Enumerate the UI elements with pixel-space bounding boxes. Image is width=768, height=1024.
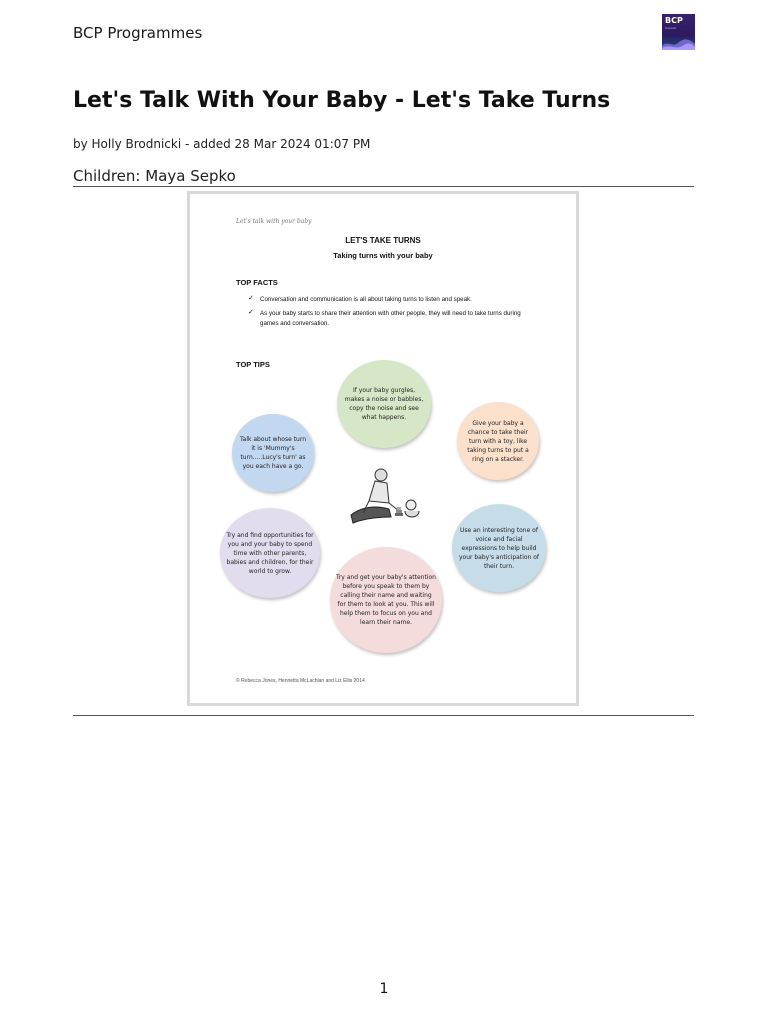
tip-bubble-copy-noise (337, 360, 431, 448)
tip-text: Give your baby a chance to take their turn with a toy, like taking turns to put a ring on a stacker. (467, 419, 529, 463)
tip-bubble-get-attention (330, 547, 442, 653)
divider-bottom (73, 715, 694, 716)
checkmark-icon: ✓ (248, 295, 254, 302)
bcp-logo (662, 14, 695, 50)
tip-bubble-toy-turns (457, 402, 539, 480)
tip-bubble-tone-of-voice (452, 504, 546, 592)
fact-item (246, 309, 536, 329)
parent-and-baby-illustration (345, 467, 425, 535)
facts-list (246, 295, 536, 333)
org-name: BCP Programmes (73, 24, 203, 42)
tip-text: Talk about whose turn it is 'Mummy's turn.....Lucy's turn' as you each have a go. (239, 436, 307, 470)
tip-bubble-whose-turn (232, 414, 314, 492)
doc-copyright: © Rebecca Jones, Henrietta McLachlan and Liz Ellis 2014 (236, 678, 365, 684)
doc-running-header: Let's talk with your baby (236, 218, 312, 225)
logo-wave-graphic (662, 36, 695, 50)
tip-text: Try and get your baby's attention before you speak to them by calling their name and waiting for them to look at you. This will help them to focus on you and learn their name. (336, 574, 436, 626)
divider-top (73, 186, 694, 187)
logo-text: BCP (665, 16, 683, 25)
tip-text: Use an interesting tone of voice and facial expressions to help build your baby's anticipation of their turn. (458, 526, 540, 570)
doc-title: LET'S TAKE TURNS (345, 236, 421, 245)
page-number: 1 (379, 981, 389, 997)
tip-bubble-opportunities (220, 508, 320, 598)
attached-document-image[interactable] (187, 191, 579, 706)
children-label: Children: Maya Sepko (73, 167, 236, 185)
post-title: Let's Talk With Your Baby - Let's Take Turns (73, 88, 611, 113)
checkmark-icon: ✓ (248, 309, 254, 316)
tip-text: If your baby gurgles, makes a noise or babbles, copy the noise and see what happens. (344, 387, 424, 421)
fact-item (246, 295, 536, 305)
doc-subtitle: Taking turns with your baby (333, 251, 433, 260)
fact-text: As your baby starts to share their attention with other people, they will need to take turns during games and conversation. (260, 310, 521, 327)
top-facts-heading: TOP FACTS (236, 278, 278, 287)
fact-text: Conversation and communication is all about taking turns to listen and speak. (260, 296, 472, 303)
top-tips-heading: TOP TIPS (236, 360, 270, 369)
post-byline: by Holly Brodnicki - added 28 Mar 2024 01:07 PM (73, 137, 371, 151)
tip-text: Try and find opportunities for you and your baby to spend time with other parents, babies and children, for their world to grow. (226, 531, 314, 575)
logo-subtext: Council (665, 26, 677, 30)
